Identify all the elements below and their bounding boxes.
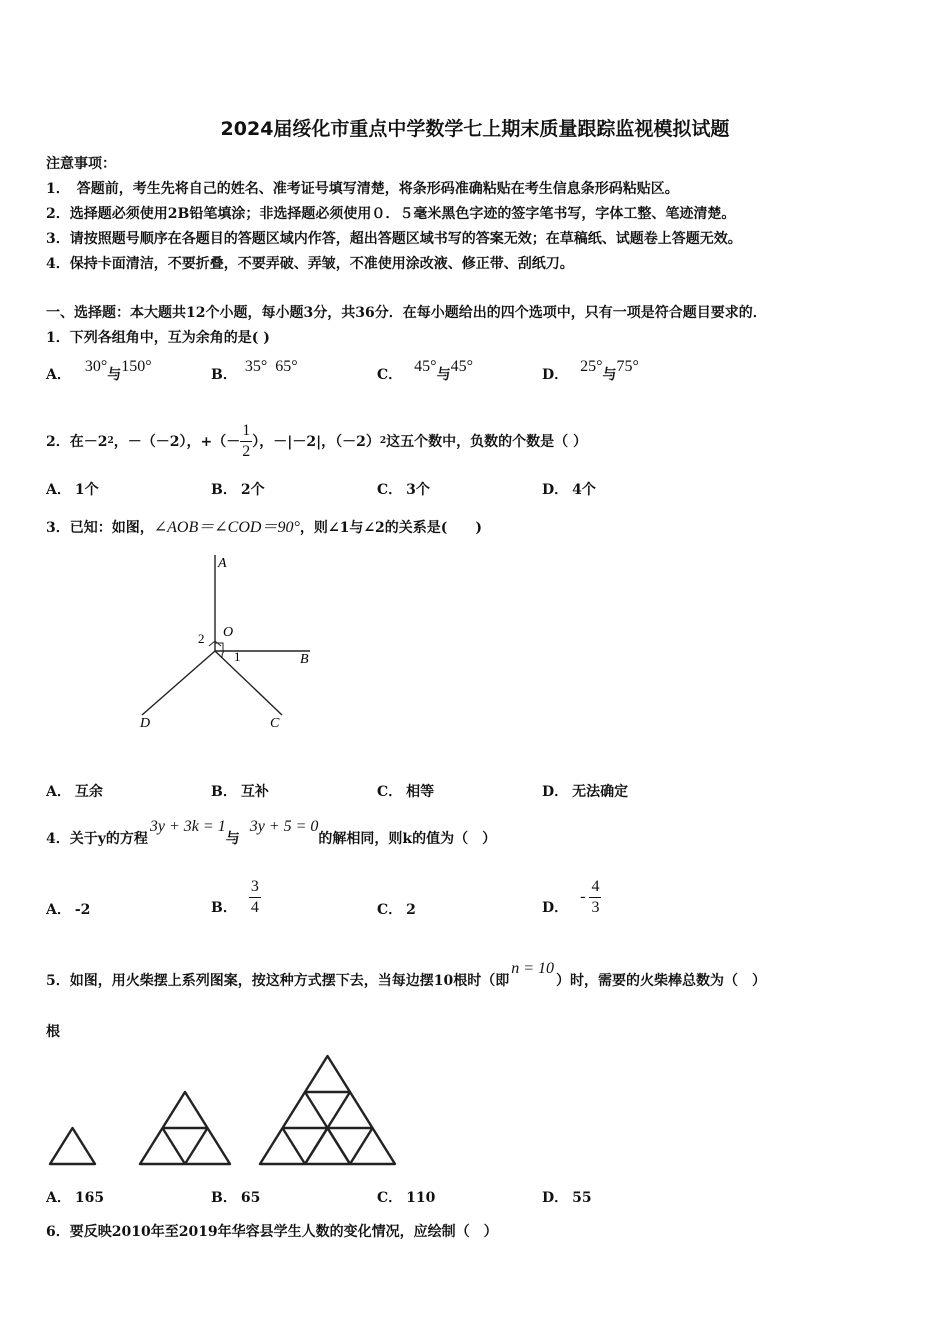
label-b: B: [300, 652, 309, 667]
q4-d-den: 3: [591, 898, 600, 916]
q5-c-label: C．: [377, 1190, 403, 1206]
q1-d-and: 与: [602, 367, 617, 383]
q4-post: 的解相同，则k的值为（ ）: [318, 831, 497, 847]
q3-b-text: 互补: [240, 784, 269, 800]
q4-b-den: 4: [250, 898, 259, 916]
q5-d-text: 55: [572, 1190, 592, 1206]
q2-suffix: 这五个数中，负数的个数是（ ）: [386, 434, 588, 450]
q2-d-text: 4个: [572, 482, 596, 498]
page-title: 2024届绥化市重点中学数学七上期末质量跟踪监视模拟试题: [220, 118, 730, 140]
q4-pre: 4．关于y的方程: [46, 831, 148, 847]
q1-a-angle2: 150°: [121, 358, 152, 375]
q1-c-angle2: 45°: [450, 358, 473, 375]
q3-option-a: [46, 781, 103, 801]
q5-option-c: [377, 1187, 435, 1207]
q3-c-text: 相等: [406, 784, 435, 800]
q2-a-label: A．: [46, 482, 71, 498]
q5-option-b: [211, 1187, 260, 1207]
q3-stem-math: ∠AOB＝∠COD＝90°: [153, 519, 300, 536]
q3-a-text: 互余: [74, 784, 103, 800]
q5-math: n = 10: [511, 960, 555, 977]
q2-option-d: [542, 479, 596, 499]
q2-frac-den: 2: [242, 442, 251, 460]
q5-c-text: 110: [406, 1190, 436, 1206]
q4-option-a: [46, 899, 90, 919]
q4-d-num: 4: [589, 877, 601, 898]
q2-stem: [46, 420, 587, 462]
label-angle-1: 1: [234, 649, 241, 664]
q3-option-c: [377, 781, 434, 801]
label-o: O: [223, 625, 234, 640]
section-heading: 一、选择题：本大题共12个小题，每小题3分，共36分．在每小题给出的四个选项中，只有一项是符合题目要求的．: [46, 305, 767, 321]
q4-eq1: 3y + 3k = 1: [149, 818, 226, 835]
notice-heading: 注意事项：: [46, 156, 116, 172]
q4-d-label: D．: [542, 900, 569, 916]
q2-option-b: [211, 479, 265, 499]
q3-stem-post: ，则∠1与∠2的关系是( ): [299, 520, 483, 536]
q5-unit: 根: [46, 1024, 60, 1040]
q4-a-label: A．: [46, 902, 71, 918]
ray-oc: [215, 651, 282, 715]
q1-option-b: [211, 358, 298, 384]
triangle-n3: [260, 1056, 395, 1164]
triangle-n1: [50, 1128, 95, 1164]
notice-item-1: 1． 答题前，考生先将自己的姓名、准考证号填写清楚，将条形码准确粘贴在考生信息条形码粘贴区。: [46, 181, 679, 197]
q4-option-c: [377, 899, 416, 919]
q2-b-label: B．: [211, 482, 237, 498]
q4-b-fraction: [249, 877, 261, 918]
q5-pre: 5．如图，用火柴摆上系列图案，按这种方式摆下去，当每边摆10根时（即: [46, 973, 510, 989]
q3-d-text: 无法确定: [572, 784, 629, 800]
q3-stem-pre: 3．已知：如图，: [46, 520, 154, 536]
q5-d-label: D．: [542, 1190, 569, 1206]
q5-a-label: A．: [46, 1190, 71, 1206]
q3-angle-figure: [130, 545, 330, 735]
q2-c-text: 3个: [406, 482, 430, 498]
notice-item-2: 2．选择题必须使用2B铅笔填涂；非选择题必须使用０．５毫米黑色字迹的签字笔书写，字体工整、笔迹清楚。: [46, 206, 736, 222]
q2-b-text: 2个: [240, 482, 265, 498]
q1-d-angle2: 75°: [616, 358, 639, 375]
q3-d-label: D．: [542, 784, 569, 800]
q3-a-label: A．: [46, 784, 71, 800]
q1-option-d: [542, 358, 639, 384]
q5-b-label: B．: [211, 1190, 237, 1206]
q2-sup2: 2: [379, 436, 387, 446]
q5-option-a: [46, 1187, 104, 1207]
angle-1-arc: [222, 651, 224, 657]
q1-c-and: 与: [436, 367, 451, 383]
q1-d-label: D．: [542, 367, 569, 383]
ray-od: [142, 651, 215, 715]
q1-b-label: B．: [211, 367, 237, 383]
q5-post: ）时，需要的火柴棒总数为（ ）: [556, 973, 767, 989]
q3-option-b: [211, 781, 269, 801]
q1-d-angle1: 25°: [580, 358, 603, 375]
q1-option-c: [377, 358, 473, 384]
q2-option-c: [377, 479, 430, 499]
triangle-n2: [140, 1092, 230, 1164]
q5-a-text: 165: [74, 1190, 105, 1206]
q2-frac-num: 1: [240, 421, 252, 442]
notice-item-3: 3．请按照题号顺序在各题目的答题区域内作答，超出答题区域书写的答案无效；在草稿纸、试题卷上答题无效。: [46, 231, 742, 247]
q4-and: 与: [225, 831, 240, 847]
q2-mid2: ），－|－2|，（－2）: [252, 434, 380, 450]
q3-stem: [46, 514, 482, 537]
q1-b-angle2: 65°: [275, 358, 298, 375]
q4-d-sign: -: [580, 888, 586, 905]
q4-d-fraction: [589, 877, 601, 918]
q4-b-label: B．: [211, 900, 237, 916]
q1-a-label: A．: [46, 367, 71, 383]
q2-a-text: 1个: [74, 482, 99, 498]
q4-c-text: 2: [406, 902, 416, 918]
label-c: C: [270, 716, 280, 731]
q4-b-num: 3: [249, 877, 261, 898]
q3-c-label: C．: [377, 784, 403, 800]
label-a: A: [218, 556, 227, 571]
q3-option-d: [542, 781, 628, 801]
q4-option-d: [542, 874, 601, 920]
q2-mid1: ，－（－2），+（－: [113, 434, 241, 450]
q2-d-label: D．: [542, 482, 569, 498]
q5-matchstick-figure: [45, 1050, 405, 1170]
q1-option-a: [46, 358, 152, 384]
q4-option-b: [211, 874, 261, 920]
q4-c-label: C．: [377, 902, 403, 918]
q2-option-a: [46, 479, 99, 499]
q5-stem: [46, 958, 767, 989]
label-angle-2: 2: [198, 631, 205, 646]
q1-a-and: 与: [107, 367, 122, 383]
q1-stem: 1．下列各组角中，互为余角的是( ): [46, 330, 270, 346]
q1-c-label: C．: [377, 367, 403, 383]
q5-b-text: 65: [240, 1190, 261, 1206]
q1-c-angle1: 45°: [414, 358, 437, 375]
q5-option-d: [542, 1187, 592, 1207]
q1-a-angle1: 30°: [84, 358, 108, 375]
q2-fraction: [240, 421, 252, 462]
q2-sup1: 2: [107, 436, 114, 446]
q2-prefix: 2．在－2: [46, 434, 108, 450]
q3-b-label: B．: [211, 784, 237, 800]
q4-stem: [46, 816, 497, 847]
q4-a-text: -2: [74, 902, 91, 918]
q2-c-label: C．: [377, 482, 403, 498]
q1-b-angle1: 35°: [244, 358, 268, 375]
notice-item-4: 4．保持卡面清洁，不要折叠，不要弄破、弄皱，不准使用涂改液、修正带、刮纸刀。: [46, 256, 574, 272]
label-d: D: [140, 716, 151, 731]
q6-stem: 6．要反映2010年至2019年华容县学生人数的变化情况，应绘制（ ）: [46, 1224, 498, 1240]
q4-eq2: 3y + 5 = 0: [249, 818, 319, 835]
